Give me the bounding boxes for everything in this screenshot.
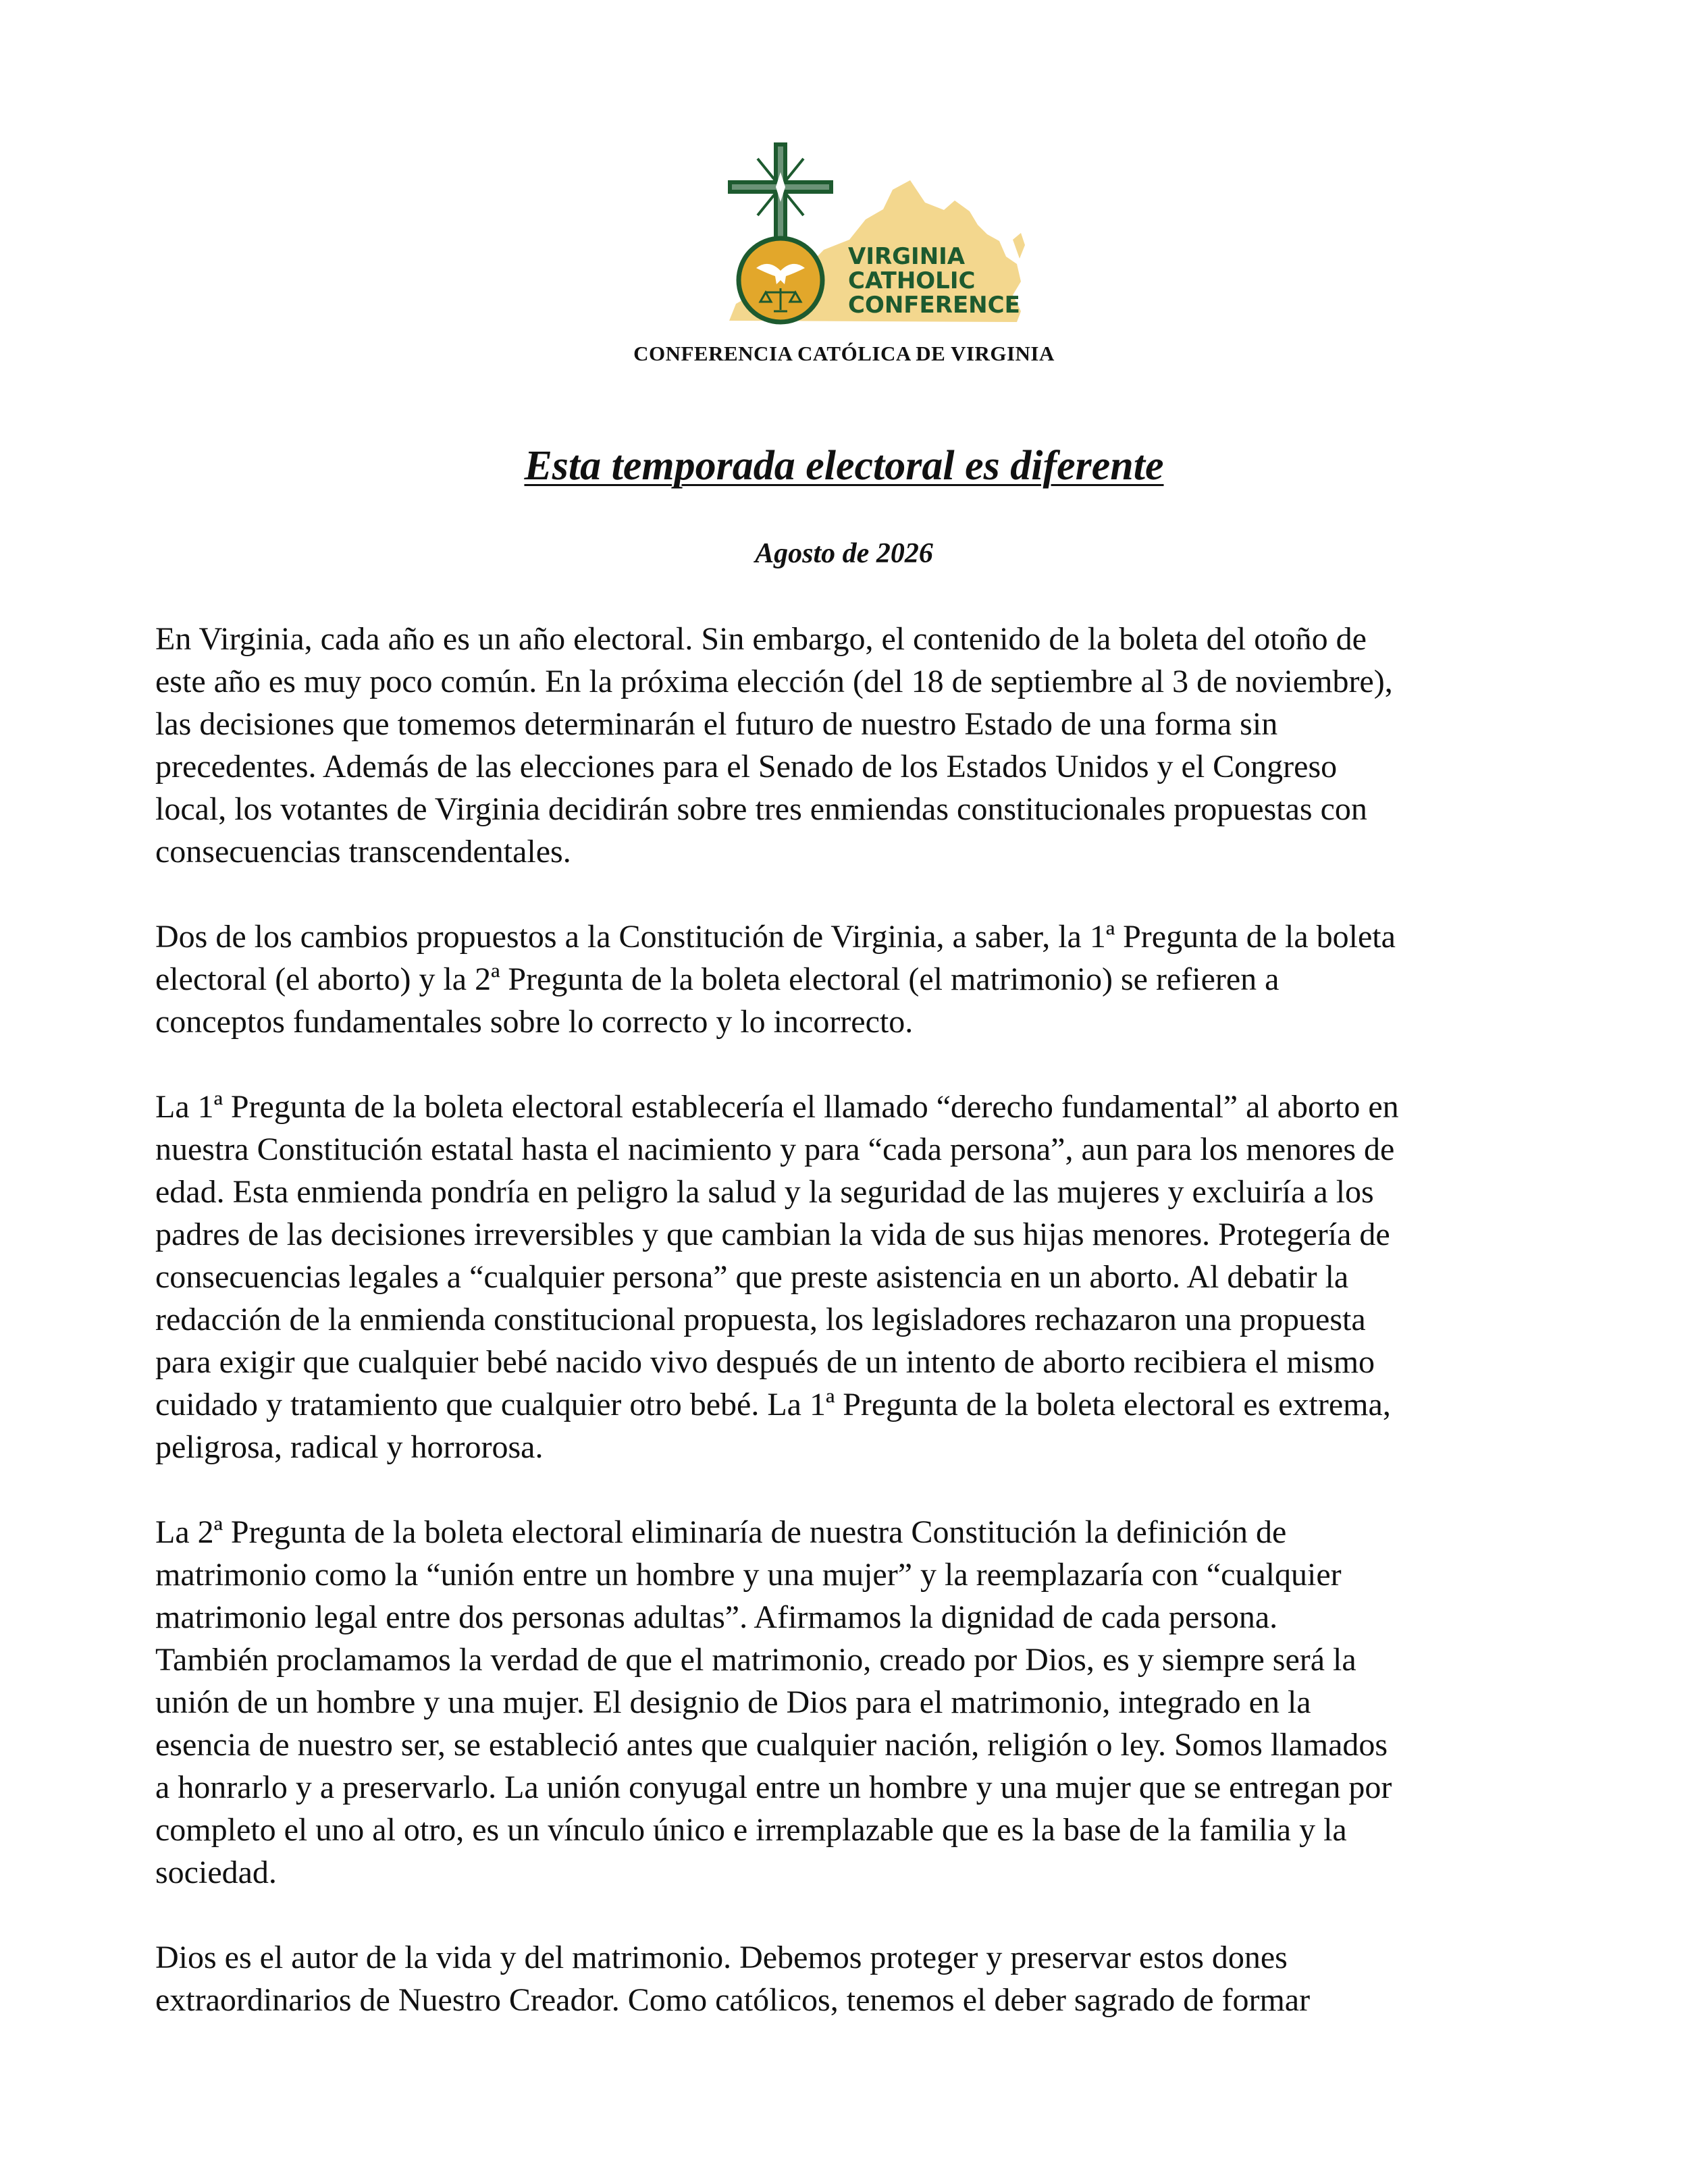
paragraph-proposed-changes: Dos de los cambios propuestos a la Constitución de Virginia, a saber, la 1ª Pregunta de la boleta electoral (el aborto) y la 2ª Pregunta de la boleta electoral (el matrimonio) se refieren a conceptos fundamentales sobre lo correcto y lo incorrecto. xyxy=(155,919,1396,1040)
organization-name: CONFERENCIA CATÓLICA DE VIRGINIA xyxy=(633,342,1055,365)
paragraph-question-1: La 1ª Pregunta de la boleta electoral establecería el llamado “derecho fundamental” al aborto en nuestra Constitución estatal hasta el nacimiento y para “cada persona”, aun para los menores de edad. Esta enmienda pondría en peligro la salud y la seguridad de las mujeres y excluiría a los padres de las decisiones irreversibles y que cambian la vida de sus hijas menores. Protegería de consecuencias legales a “cualquier persona” que preste asistencia en un aborto. Al debatir la redacción de la enmienda constitucional propuesta, los legisladores rechazaron una propuesta para exigir que cualquier bebé nacido vivo después de un intento de aborto recibiera el mismo cuidado y tratamiento que cualquier otro bebé. La 1ª Pregunta de la boleta electoral es extrema, peligrosa, radical y horrorosa. xyxy=(155,1089,1399,1465)
paragraph-intro: En Virginia, cada año es un año electoral. Sin embargo, el contenido de la boleta del otoño de este año es muy poco común. En la próxima elección (del 18 de septiembre al 3 de noviembre), las decisiones que tomemos determinarán el futuro de nuestro Estado de una forma sin precedentes. Además de las elecciones para el Senado de los Estados Unidos y el Congreso local, los votantes de Virginia decidirán sobre tres enmiendas constitucionales propuestas con consecuencias transcendentales. xyxy=(155,621,1393,870)
paragraph-question-2: La 2ª Pregunta de la boleta electoral eliminaría de nuestra Constitución la definición de matrimonio como la “unión entre un hombre y una mujer” y la reemplazaría con “cualquier matrimonio legal entre dos personas adultas”. Afirmamos la dignidad de cada persona. También proclamamos la verdad de que el matrimonio, creado por Dios, es y siempre será la unión de un hombre y una mujer. El designio de Dios para el matrimonio, integrado en la esencia de nuestro ser, se estableció antes que cualquier nación, religión o ley. Somos llamados a honrarlo y a preservarlo. La unión conyugal entre un hombre y una mujer que se entregan por completo el uno al otro, es un vínculo único e irremplazable que es la base de la familia y la sociedad. xyxy=(155,1514,1392,1890)
document-title: Esta temporada electoral es diferente xyxy=(524,443,1164,489)
paragraph-god-author: Dios es el autor de la vida y del matrimonio. Debemos proteger y preservar estos dones extraordinarios de Nuestro Creador. Como católicos, tenemos el deber sagrado de formar xyxy=(155,1940,1311,2018)
virginia-catholic-conference-logo xyxy=(716,138,1026,334)
document-date: Agosto de 2026 xyxy=(755,538,933,569)
document-body xyxy=(155,618,1553,2064)
chesapeake-shore-shape xyxy=(1013,233,1025,259)
svg-text:CONFERENCE: CONFERENCE xyxy=(848,292,1020,319)
svg-text:CATHOLIC: CATHOLIC xyxy=(848,267,976,294)
medallion-icon xyxy=(739,238,822,322)
svg-text:VIRGINIA: VIRGINIA xyxy=(848,243,966,270)
